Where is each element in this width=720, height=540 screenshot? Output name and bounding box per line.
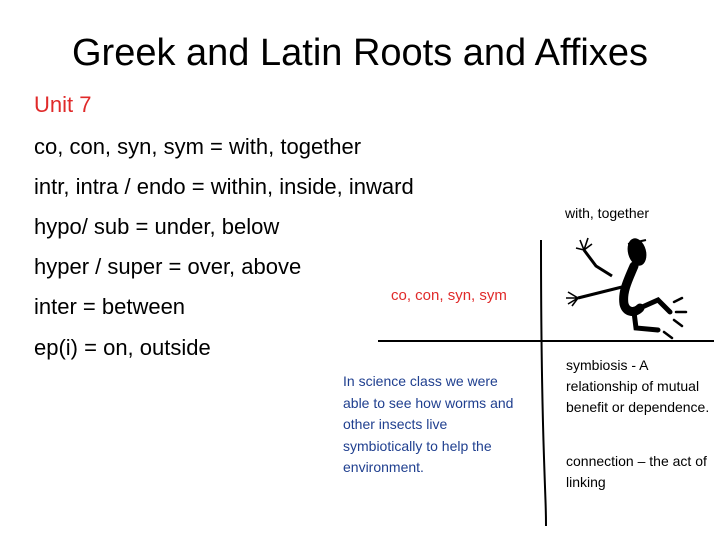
slide-title: Greek and Latin Roots and Affixes — [72, 32, 648, 74]
example-sentence: In science class we were able to see how worms and other insects live symbiotically to help the environment. — [343, 373, 514, 475]
root-line: inter = between — [34, 294, 186, 319]
root-line: ep(i) = on, outside — [34, 335, 211, 360]
root-line: co, con, syn, sym = with, together — [34, 134, 362, 159]
definition-symbiosis: symbiosis - A relationship of mutual benefit or dependence. — [566, 357, 710, 415]
dancing-stick-figure-icon — [562, 236, 692, 341]
unit-label: Unit 7 — [34, 92, 92, 117]
root-line: hypo/ sub = under, below — [34, 214, 280, 239]
definition-connection: connection – the act of linking — [566, 453, 707, 490]
top-right-label: with, together — [565, 205, 650, 221]
root-line: hyper / super = over, above — [34, 254, 302, 279]
chart-vertical-line — [530, 238, 560, 530]
quadrant-roots: co, con, syn, sym — [391, 287, 507, 304]
root-line: intr, intra / endo = within, inside, inward — [34, 174, 414, 199]
